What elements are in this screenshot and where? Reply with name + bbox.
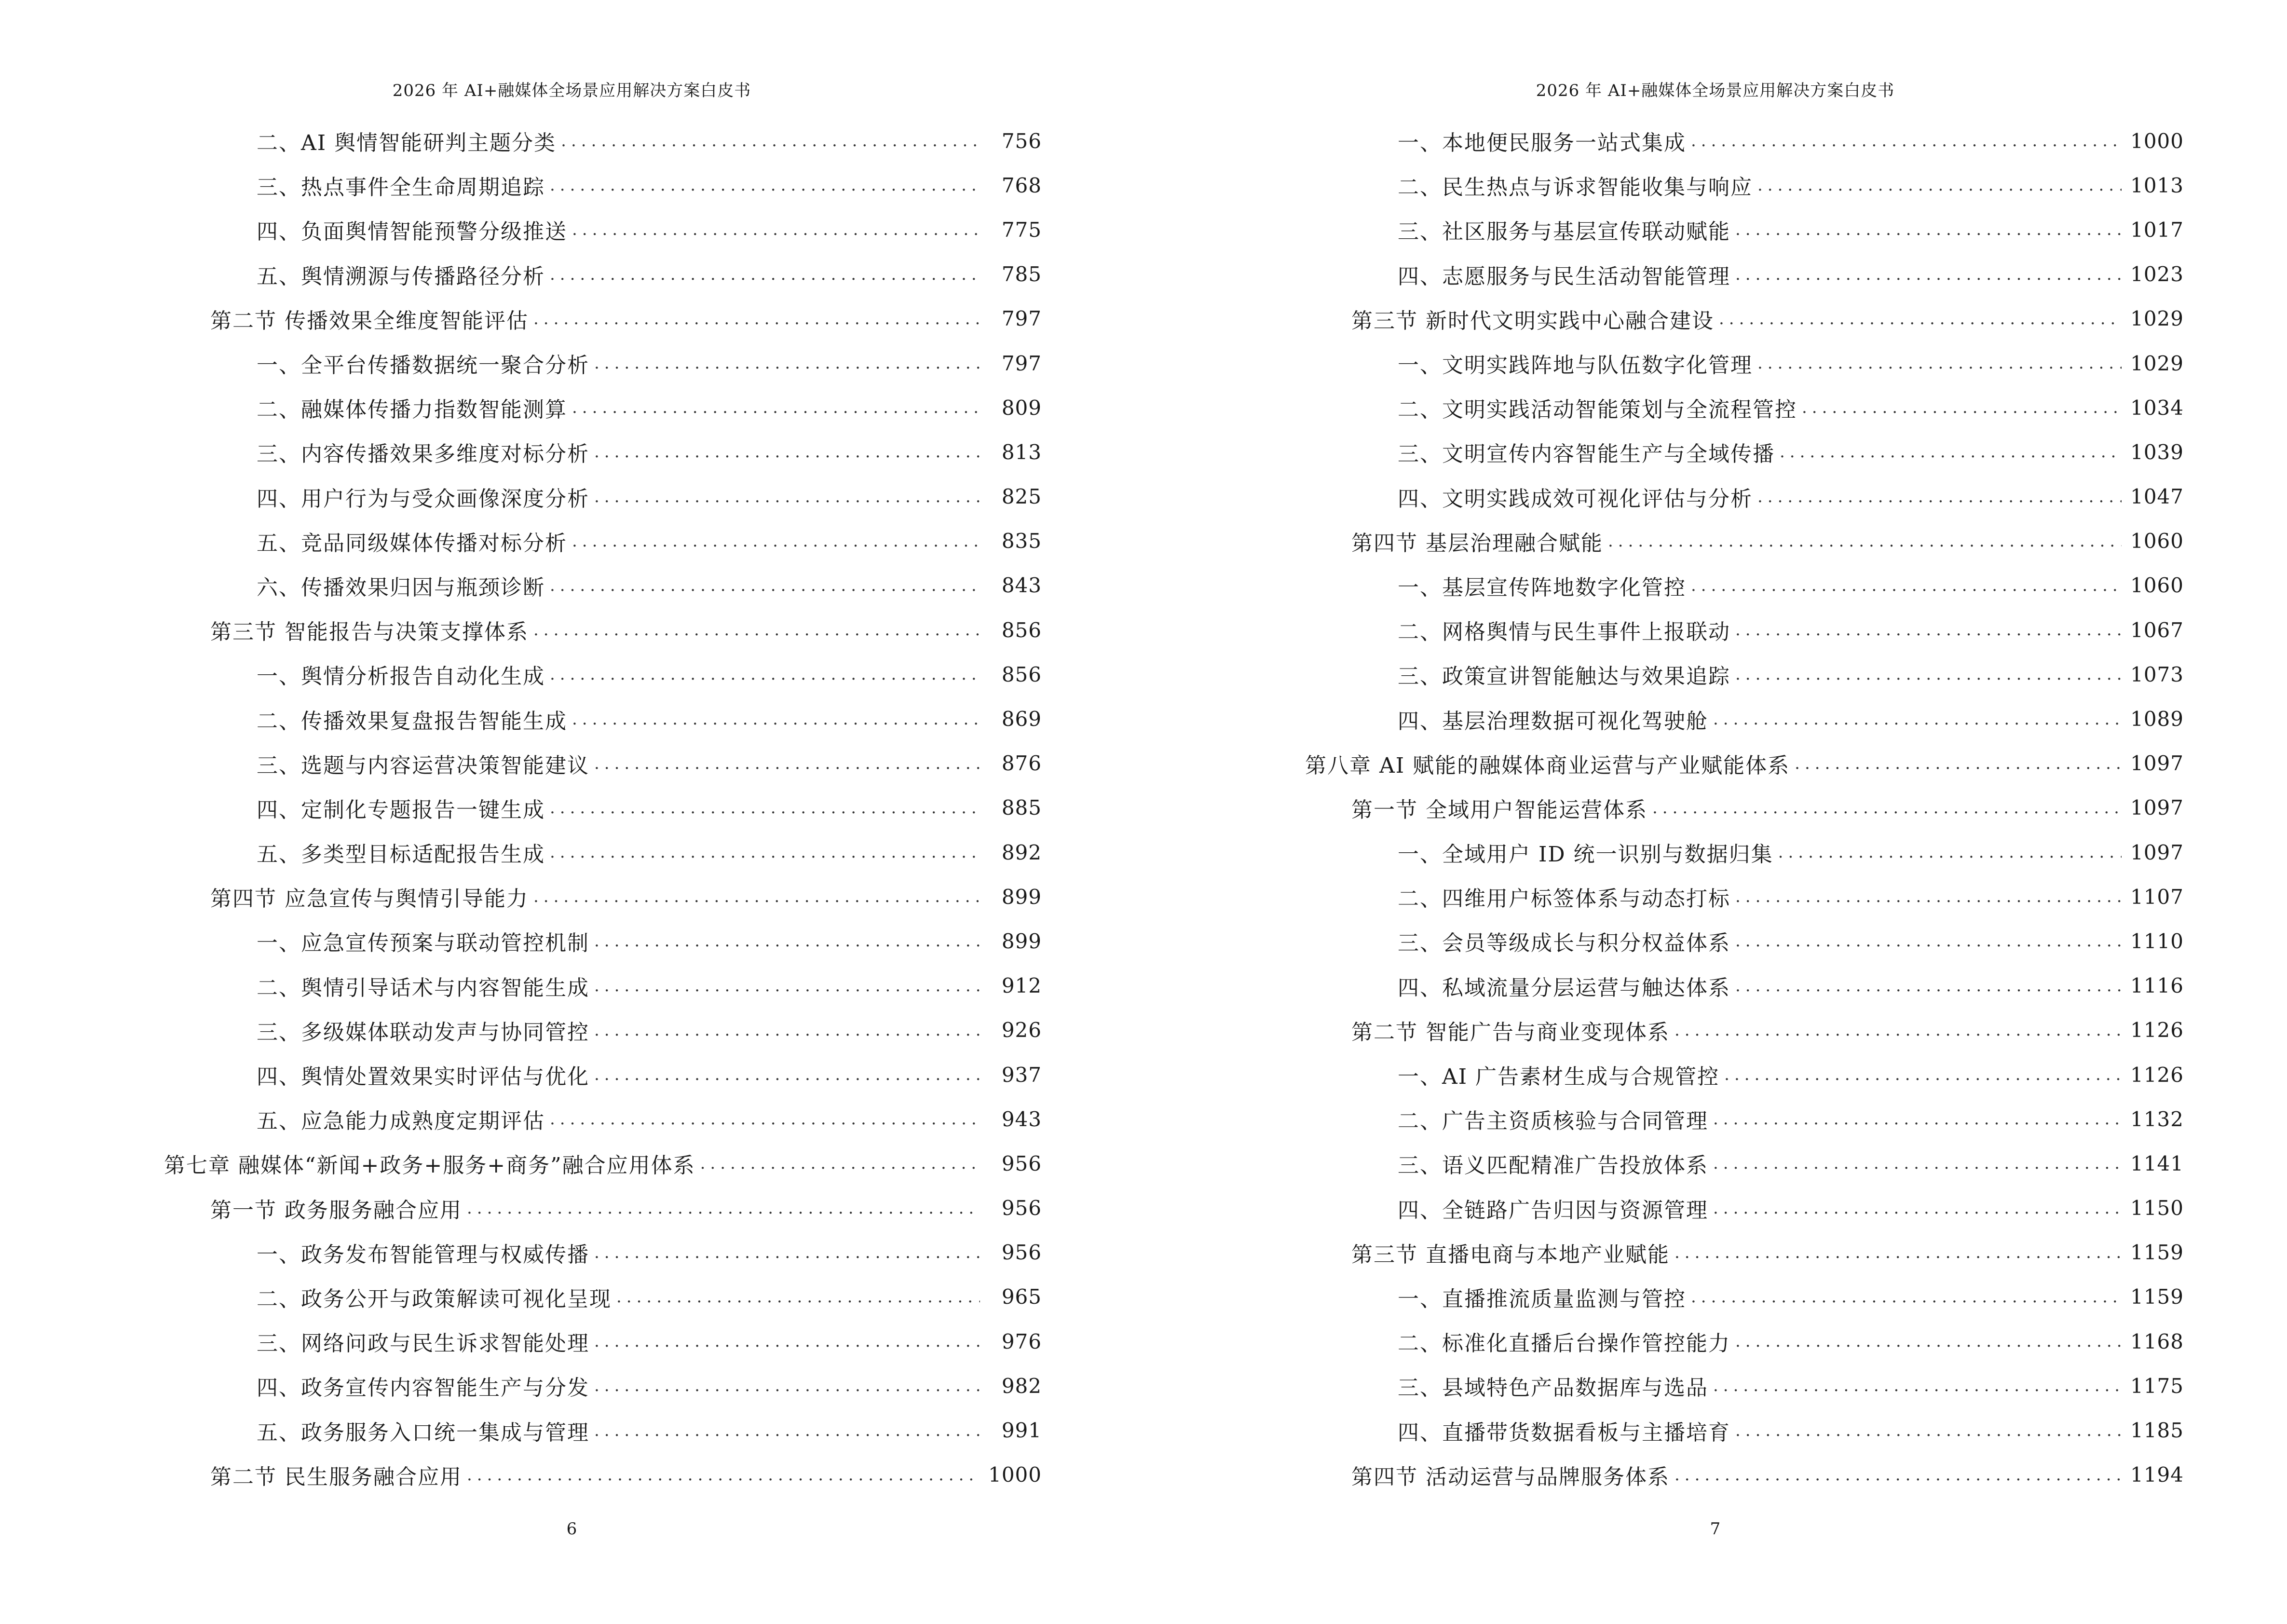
dot-leader	[1780, 442, 2122, 462]
toc-entry-item[interactable]	[164, 1230, 1042, 1275]
toc-entry-item[interactable]	[1305, 119, 2184, 163]
toc-entry-item[interactable]	[164, 119, 1042, 163]
toc-entry-title: 四、全链路广告归因与资源管理	[1398, 1198, 1708, 1223]
toc-entry-item[interactable]	[164, 385, 1042, 430]
toc-entry-title: 五、应急能力成熟度定期评估	[257, 1109, 545, 1134]
toc-entry-item[interactable]	[164, 1052, 1042, 1097]
dot-leader	[1735, 887, 2122, 906]
toc-entry-title: 二、政务公开与政策解读可视化呈现	[257, 1286, 612, 1311]
dot-leader	[1691, 576, 2122, 595]
dot-leader	[594, 1421, 980, 1440]
toc-entry-title: 三、政策宣讲智能触达与效果追踪	[1398, 664, 1730, 689]
page-right	[1144, 0, 2287, 1624]
toc-entry-title: 第一节 政务服务融合应用	[210, 1198, 462, 1223]
toc-entry-title: 四、私域流量分层运营与触达体系	[1398, 975, 1730, 1000]
toc-entry-page-number: 899	[1001, 885, 1042, 909]
dot-leader	[572, 532, 980, 551]
toc-entry-page-number: 1039	[2130, 440, 2184, 464]
dot-leader	[561, 131, 980, 150]
toc-entry-page-number: 1194	[2130, 1463, 2184, 1487]
toc-entry-title: 二、融媒体传播力指数智能测算	[257, 397, 567, 423]
dot-leader	[1735, 265, 2122, 284]
toc-entry-item[interactable]	[1305, 475, 2184, 519]
toc-entry-page-number: 956	[1001, 1151, 1042, 1175]
dot-leader	[550, 843, 980, 862]
toc-entry-item[interactable]	[164, 1275, 1042, 1319]
dot-leader	[550, 176, 980, 195]
toc-entry-item[interactable]	[164, 1364, 1042, 1408]
toc-entry-page-number: 856	[1001, 618, 1042, 642]
toc-entry-item[interactable]	[1305, 1319, 2184, 1364]
toc-entry-section[interactable]	[164, 608, 1042, 652]
toc-entry-page-number: 876	[1001, 751, 1042, 776]
toc-entry-page-number: 843	[1001, 573, 1042, 598]
toc-entry-page-number: 926	[1001, 1018, 1042, 1042]
toc-entry-title: 一、基层宣传阵地数字化管控	[1398, 575, 1686, 600]
toc-entry-title: 五、多类型目标适配报告生成	[257, 842, 545, 867]
toc-entry-title: 二、文明实践活动智能策划与全流程管控	[1398, 397, 1797, 423]
toc-entry-page-number: 1107	[2130, 885, 2184, 909]
dot-leader	[594, 931, 980, 951]
toc-entry-title: 第四节 活动运营与品牌服务体系	[1351, 1464, 1670, 1489]
dot-leader	[1802, 398, 2122, 417]
toc-entry-page-number: 1000	[2130, 129, 2184, 153]
toc-entry-title: 三、县域特色产品数据库与选品	[1398, 1376, 1708, 1401]
dot-leader	[594, 354, 980, 373]
page-header: 2026 年 AI+融媒体全场景应用解决方案白皮书	[1536, 81, 1895, 100]
dot-leader	[1691, 1287, 2122, 1307]
toc-entry-section[interactable]	[1305, 1008, 2184, 1052]
toc-entry-title: 三、多级媒体联动发声与协同管控	[257, 1020, 589, 1045]
toc-entry-title: 二、舆情引导话术与内容智能生成	[257, 975, 589, 1000]
dot-leader	[550, 576, 980, 595]
dot-leader	[1757, 354, 2122, 373]
toc-entry-item[interactable]	[1305, 696, 2184, 741]
toc-entry-section[interactable]	[164, 1186, 1042, 1230]
toc-entry-item[interactable]	[164, 919, 1042, 963]
toc-entry-title: 一、政务发布智能管理与权威传播	[257, 1242, 589, 1267]
toc-entry-title: 四、基层治理数据可视化驾驶舱	[1398, 709, 1708, 734]
toc-entry-page-number: 775	[1001, 218, 1042, 242]
toc-entry-title: 五、舆情溯源与传播路径分析	[257, 264, 545, 289]
dot-leader	[572, 710, 980, 729]
dot-leader	[1719, 309, 2122, 328]
dot-leader	[594, 442, 980, 462]
toc-entry-title: 二、民生热点与诉求智能收集与响应	[1398, 175, 1753, 200]
toc-entry-page-number: 1126	[2130, 1018, 2184, 1042]
toc-entry-title: 一、直播推流质量监测与管控	[1398, 1286, 1686, 1311]
toc-entry-page-number: 1097	[2130, 840, 2184, 864]
dot-leader	[1713, 1154, 2122, 1173]
toc-entry-item[interactable]	[164, 964, 1042, 1008]
toc-entry-item[interactable]	[164, 207, 1042, 252]
toc-entry-title: 六、传播效果归因与瓶颈诊断	[257, 575, 545, 600]
toc-entry-section[interactable]	[164, 1453, 1042, 1497]
toc-entry-page-number: 813	[1001, 440, 1042, 464]
toc-entry-item[interactable]	[1305, 652, 2184, 696]
toc-entry-title: 第一节 全域用户智能运营体系	[1351, 797, 1647, 822]
toc-entry-item[interactable]	[164, 519, 1042, 563]
toc-entry-page-number: 1017	[2130, 218, 2184, 242]
toc-entry-title: 二、广告主资质核验与合同管理	[1398, 1109, 1708, 1134]
dot-leader	[1674, 1021, 2122, 1040]
toc-entry-page-number: 937	[1001, 1063, 1042, 1087]
toc-entry-title: 二、传播效果复盘报告智能生成	[257, 709, 567, 734]
toc-entry-item[interactable]	[1305, 830, 2184, 874]
toc-entry-section[interactable]	[164, 297, 1042, 341]
toc-entry-title: 四、志愿服务与民生活动智能管理	[1398, 264, 1730, 289]
toc-entry-item[interactable]	[1305, 341, 2184, 385]
toc-entry-item[interactable]	[1305, 163, 2184, 207]
page-number: 7	[1710, 1519, 1721, 1539]
dot-leader	[1674, 1465, 2122, 1485]
dot-leader	[1778, 843, 2122, 862]
dot-leader	[594, 487, 980, 506]
toc-entry-item[interactable]	[1305, 1186, 2184, 1230]
toc-entry-title: 一、AI 广告素材生成与合规管控	[1398, 1064, 1720, 1090]
toc-entry-item[interactable]	[164, 341, 1042, 385]
dot-leader	[1713, 1199, 2122, 1218]
dot-leader	[1757, 176, 2122, 195]
toc-entry-item[interactable]	[1305, 1408, 2184, 1452]
toc-entry-title: 三、社区服务与基层宣传联动赋能	[1398, 219, 1730, 245]
dot-leader	[1735, 1421, 2122, 1440]
dot-leader	[594, 754, 980, 773]
dot-leader	[594, 1243, 980, 1262]
toc-entry-page-number: 856	[1001, 662, 1042, 686]
toc-entry-title: 一、全域用户 ID 统一识别与数据归集	[1398, 842, 1773, 867]
toc-entry-page-number: 982	[1001, 1374, 1042, 1398]
toc-entry-page-number: 1060	[2130, 573, 2184, 598]
toc-entry-title: 第四节 应急宣传与舆情引导能力	[210, 887, 529, 912]
dot-leader	[1735, 1332, 2122, 1351]
toc-entry-title: 一、文明实践阵地与队伍数字化管理	[1398, 353, 1753, 378]
toc-entry-title: 三、语义匹配精准广告投放体系	[1398, 1153, 1708, 1178]
toc-entry-item[interactable]	[164, 652, 1042, 696]
toc-entry-page-number: 912	[1001, 974, 1042, 998]
dot-leader	[1652, 798, 2122, 818]
toc-entry-section[interactable]	[1305, 297, 2184, 341]
toc-entry-page-number: 1175	[2130, 1374, 2184, 1398]
toc-entry-title: 四、文明实践成效可视化评估与分析	[1398, 486, 1753, 511]
toc-entry-page-number: 1034	[2130, 396, 2184, 420]
toc-entry-title: 第三节 直播电商与本地产业赋能	[1351, 1242, 1670, 1267]
toc-entry-title: 二、标准化直播后台操作管控能力	[1398, 1331, 1730, 1356]
dot-leader	[533, 620, 980, 640]
toc-entry-title: 四、政务宣传内容智能生产与分发	[257, 1376, 589, 1401]
toc-entry-page-number: 1141	[2130, 1151, 2184, 1175]
dot-leader	[1735, 931, 2122, 951]
toc-entry-title: 一、应急宣传预案与联动管控机制	[257, 931, 589, 956]
toc-entry-section[interactable]	[1305, 519, 2184, 563]
toc-entry-title: 三、会员等级成长与积分权益体系	[1398, 931, 1730, 956]
toc-entry-item[interactable]	[1305, 252, 2184, 297]
toc-entry-item[interactable]	[1305, 207, 2184, 252]
toc-entry-page-number: 797	[1001, 351, 1042, 375]
toc-list	[164, 119, 1042, 1497]
toc-entry-page-number: 869	[1001, 707, 1042, 731]
toc-entry-page-number: 1116	[2130, 974, 2184, 998]
dot-leader	[700, 1154, 980, 1173]
toc-entry-page-number: 1023	[2130, 262, 2184, 287]
toc-entry-title: 第七章 融媒体“新闻+政务+服务+商务”融合应用体系	[164, 1153, 695, 1178]
toc-entry-title: 三、网络问政与民生诉求智能处理	[257, 1331, 589, 1356]
toc-entry-title: 四、负面舆情智能预警分级推送	[257, 219, 567, 245]
dot-leader	[550, 1109, 980, 1129]
dot-leader	[467, 1465, 980, 1485]
toc-entry-item[interactable]	[1305, 919, 2184, 963]
toc-entry-title: 三、文明宣传内容智能生产与全域传播	[1398, 442, 1775, 467]
dot-leader	[1713, 710, 2122, 729]
toc-entry-page-number: 768	[1001, 173, 1042, 197]
toc-entry-title: 第三节 智能报告与决策支撑体系	[210, 620, 529, 645]
toc-entry-title: 二、网格舆情与民生事件上报联动	[1398, 620, 1730, 645]
toc-entry-item[interactable]	[1305, 1097, 2184, 1141]
toc-entry-item[interactable]	[164, 430, 1042, 474]
toc-entry-item[interactable]	[1305, 385, 2184, 430]
toc-entry-page-number: 943	[1001, 1107, 1042, 1131]
dot-leader	[594, 1065, 980, 1084]
toc-entry-page-number: 1110	[2130, 929, 2184, 953]
toc-entry-item[interactable]	[164, 786, 1042, 830]
toc-entry-page-number: 1000	[988, 1463, 1042, 1487]
toc-entry-section[interactable]	[1305, 1453, 2184, 1497]
toc-entry-title: 二、四维用户标签体系与动态打标	[1398, 887, 1730, 912]
toc-entry-title: 三、选题与内容运营决策智能建议	[257, 753, 589, 778]
dot-leader	[594, 976, 980, 996]
toc-entry-item[interactable]	[1305, 964, 2184, 1008]
toc-entry-section[interactable]	[1305, 786, 2184, 830]
toc-entry-title: 一、舆情分析报告自动化生成	[257, 664, 545, 689]
dot-leader	[594, 1332, 980, 1351]
toc-entry-page-number: 1159	[2130, 1241, 2184, 1265]
toc-entry-page-number: 809	[1001, 396, 1042, 420]
toc-entry-page-number: 976	[1001, 1329, 1042, 1353]
dot-leader	[533, 887, 980, 906]
toc-entry-page-number: 1132	[2130, 1107, 2184, 1131]
dot-leader	[616, 1287, 980, 1307]
dot-leader	[1795, 754, 2122, 773]
toc-entry-title: 第二节 民生服务融合应用	[210, 1464, 462, 1489]
dot-leader	[1608, 532, 2122, 551]
toc-entry-page-number: 1013	[2130, 173, 2184, 197]
dot-leader	[550, 665, 980, 684]
dot-leader	[572, 398, 980, 417]
toc-entry-page-number: 1097	[2130, 751, 2184, 776]
toc-entry-page-number: 1097	[2130, 796, 2184, 820]
dot-leader	[1735, 976, 2122, 996]
toc-entry-section[interactable]	[164, 874, 1042, 919]
toc-list	[1305, 119, 2184, 1497]
toc-entry-item[interactable]	[164, 1319, 1042, 1364]
toc-entry-item[interactable]	[164, 475, 1042, 519]
toc-entry-item[interactable]	[1305, 1364, 2184, 1408]
dot-leader	[1691, 131, 2122, 150]
dot-leader	[572, 220, 980, 239]
toc-entry-page-number: 885	[1001, 796, 1042, 820]
toc-entry-title: 四、舆情处置效果实时评估与优化	[257, 1064, 589, 1090]
toc-entry-section[interactable]	[1305, 1230, 2184, 1275]
toc-entry-page-number: 965	[1001, 1285, 1042, 1309]
toc-entry-page-number: 1159	[2130, 1285, 2184, 1309]
toc-entry-item[interactable]	[164, 830, 1042, 874]
dot-leader	[467, 1199, 980, 1218]
toc-entry-page-number: 956	[1001, 1241, 1042, 1265]
toc-entry-page-number: 1150	[2130, 1196, 2184, 1220]
toc-entry-page-number: 825	[1001, 485, 1042, 509]
toc-entry-page-number: 899	[1001, 929, 1042, 953]
dot-leader	[533, 309, 980, 328]
toc-entry-page-number: 1073	[2130, 662, 2184, 686]
toc-entry-page-number: 785	[1001, 262, 1042, 287]
dot-leader	[1674, 1243, 2122, 1262]
toc-entry-chapter[interactable]	[164, 1141, 1042, 1186]
toc-entry-item[interactable]	[1305, 1052, 2184, 1097]
toc-entry-item[interactable]	[164, 563, 1042, 608]
toc-entry-item[interactable]	[1305, 608, 2184, 652]
toc-entry-title: 第二节 智能广告与商业变现体系	[1351, 1020, 1670, 1045]
toc-entry-page-number: 1029	[2130, 351, 2184, 375]
toc-entry-title: 第二节 传播效果全维度智能评估	[210, 308, 529, 333]
toc-entry-page-number: 1047	[2130, 485, 2184, 509]
dot-leader	[1757, 487, 2122, 506]
toc-entry-page-number: 1060	[2130, 529, 2184, 553]
toc-entry-item[interactable]	[164, 1408, 1042, 1452]
dot-leader	[594, 1376, 980, 1395]
toc-entry-page-number: 1089	[2130, 707, 2184, 731]
toc-entry-item[interactable]	[1305, 563, 2184, 608]
toc-entry-title: 一、本地便民服务一站式集成	[1398, 131, 1686, 156]
toc-entry-title: 五、竞品同级媒体传播对标分析	[257, 531, 567, 556]
dot-leader	[1724, 1065, 2122, 1084]
toc-entry-title: 五、政务服务入口统一集成与管理	[257, 1420, 589, 1445]
toc-entry-page-number: 756	[1001, 129, 1042, 153]
toc-entry-page-number: 1185	[2130, 1419, 2184, 1443]
dot-leader	[1735, 665, 2122, 684]
toc-entry-page-number: 1168	[2130, 1329, 2184, 1353]
toc-entry-item[interactable]	[1305, 874, 2184, 919]
dot-leader	[1735, 620, 2122, 640]
page-header: 2026 年 AI+融媒体全场景应用解决方案白皮书	[392, 81, 751, 100]
toc-entry-page-number: 797	[1001, 307, 1042, 331]
toc-entry-item[interactable]	[1305, 1141, 2184, 1186]
toc-entry-title: 二、AI 舆情智能研判主题分类	[257, 131, 557, 156]
toc-entry-title: 四、用户行为与受众画像深度分析	[257, 486, 589, 511]
toc-entry-item[interactable]	[1305, 430, 2184, 474]
toc-entry-page-number: 1126	[2130, 1063, 2184, 1087]
dot-leader	[1713, 1376, 2122, 1395]
dot-leader	[1735, 220, 2122, 239]
toc-entry-title: 第八章 AI 赋能的融媒体商业运营与产业赋能体系	[1305, 753, 1790, 778]
toc-entry-title: 四、定制化专题报告一键生成	[257, 797, 545, 822]
toc-entry-item[interactable]	[164, 252, 1042, 297]
toc-entry-item[interactable]	[164, 1097, 1042, 1141]
toc-entry-page-number: 1029	[2130, 307, 2184, 331]
toc-entry-title: 第三节 新时代文明实践中心融合建设	[1351, 308, 1714, 333]
toc-entry-item[interactable]	[164, 696, 1042, 741]
dot-leader	[594, 1021, 980, 1040]
toc-entry-page-number: 835	[1001, 529, 1042, 553]
toc-entry-chapter[interactable]	[1305, 741, 2184, 786]
dot-leader	[550, 798, 980, 818]
toc-entry-item[interactable]	[164, 741, 1042, 786]
dot-leader	[550, 265, 980, 284]
toc-entry-title: 四、直播带货数据看板与主播培育	[1398, 1420, 1730, 1445]
toc-entry-page-number: 892	[1001, 840, 1042, 864]
toc-entry-title: 三、内容传播效果多维度对标分析	[257, 442, 589, 467]
toc-entry-item[interactable]	[1305, 1275, 2184, 1319]
toc-entry-page-number: 1067	[2130, 618, 2184, 642]
toc-entry-item[interactable]	[164, 163, 1042, 207]
toc-entry-item[interactable]	[164, 1008, 1042, 1052]
dot-leader	[1713, 1109, 2122, 1129]
toc-entry-title: 一、全平台传播数据统一聚合分析	[257, 353, 589, 378]
toc-entry-page-number: 956	[1001, 1196, 1042, 1220]
toc-entry-page-number: 991	[1001, 1419, 1042, 1443]
page-number: 6	[566, 1519, 577, 1539]
toc-entry-title: 三、热点事件全生命周期追踪	[257, 175, 545, 200]
toc-entry-title: 第四节 基层治理融合赋能	[1351, 531, 1603, 556]
